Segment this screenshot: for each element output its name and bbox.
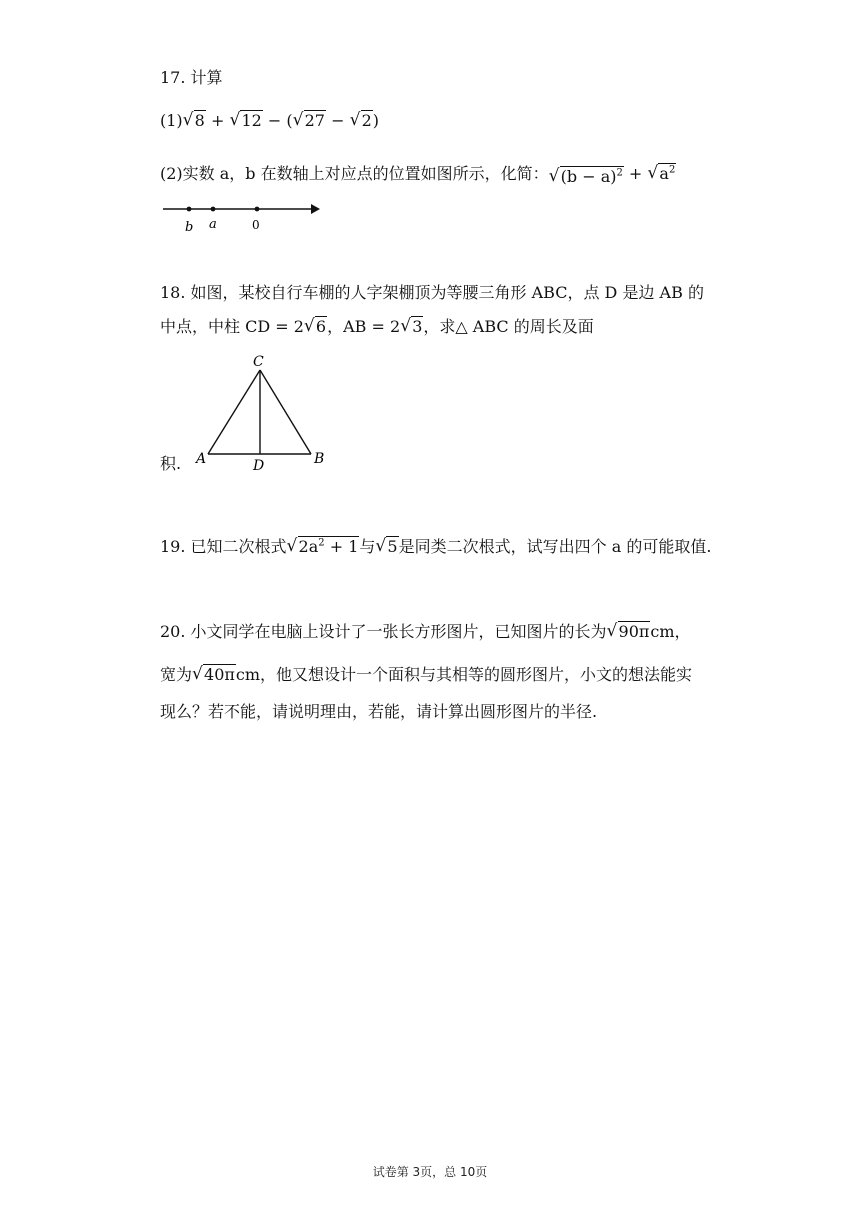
triangle-figure [193, 350, 333, 475]
segment-bc [260, 370, 311, 454]
label-b: B [314, 451, 325, 467]
minus-open-paren: − ( [262, 111, 293, 130]
q20-line2-text-a: 宽为 [160, 665, 193, 684]
label-b: b [185, 220, 194, 235]
radicand-3: 3 [412, 317, 423, 336]
close-paren: ) [372, 111, 379, 130]
minus-sign: − [325, 111, 350, 130]
sqrt-2 [350, 109, 373, 133]
radicand-5: 5 [387, 537, 398, 556]
segment-ac [208, 370, 260, 454]
label-a: A [196, 451, 207, 467]
sqrt-2a2-plus-1 [287, 535, 360, 559]
q19-text-b: 与 [359, 537, 376, 556]
q18-line2-text-a: 中点，中柱 CD = 2 [160, 317, 304, 336]
q18-line1: 18. 如图，某校自行车棚的人字架棚顶为等腰三角形 ABC，点 D 是边 AB 的 [160, 283, 704, 302]
radicand-6: 6 [315, 317, 327, 336]
q18-line2 [160, 315, 594, 339]
point-a [211, 207, 216, 212]
q20-text-a: 20. 小文同学在电脑上设计了一张长方形图片，已知图片的长为 [160, 622, 607, 641]
sqrt-b-minus-a-squared [549, 165, 624, 189]
point-zero [255, 207, 260, 212]
q17-part2-text: (2)实数 a，b 在数轴上对应点的位置如图所示，化简： [160, 164, 549, 183]
sqrt-40pi [192, 663, 236, 687]
q20-line2 [160, 663, 692, 687]
radicand-b-minus-a: (b − a) [560, 167, 617, 186]
radicand-27: 27 [304, 111, 325, 130]
q19-text-a: 19. 已知二次根式 [160, 537, 287, 556]
label-zero: 0 [252, 218, 260, 232]
radicand-plus-1: + 1 [324, 537, 359, 556]
sqrt-27 [293, 109, 326, 133]
q18-line2-text-b: ，AB = 2 [327, 317, 401, 336]
sqrt-90pi [607, 620, 651, 644]
radicand-2: 2 [361, 111, 372, 130]
label-c: C [253, 354, 264, 370]
sqrt-3 [400, 315, 423, 339]
plus-sign: + [623, 164, 648, 183]
page-footer: 试卷第 3页，总 10页 [372, 1165, 488, 1179]
q17-header: 17. 计算 [160, 68, 223, 87]
q20-line3: 现么？若不能，请说明理由，若能，请计算出圆形图片的半径. [160, 702, 598, 721]
number-line [160, 198, 330, 238]
q18-line2-text-c: ，求△ ABC 的周长及面 [423, 317, 594, 336]
sqrt-6 [304, 315, 327, 339]
q20-line2-text-b: cm，他又想设计一个面积与其相等的圆形图片，小文的想法能实 [235, 665, 693, 684]
exponent: 2 [668, 164, 676, 176]
q20-line1 [160, 620, 691, 644]
sqrt-a-squared [647, 162, 676, 186]
plus-sign: + [205, 111, 230, 130]
radicand-8: 8 [194, 111, 205, 130]
q17-part1-label: (1) [160, 111, 183, 130]
q20-text-b: cm， [650, 622, 691, 641]
radicand-12: 12 [241, 111, 262, 130]
radicand-90pi: 90π [618, 622, 650, 641]
q18-line3: 积. [160, 454, 182, 473]
q19-text [160, 535, 711, 559]
label-a: a [209, 217, 217, 232]
radicand-40pi: 40π [204, 665, 235, 684]
label-d: D [253, 458, 265, 474]
q17-part1 [160, 109, 379, 133]
exponent: 2 [616, 167, 623, 179]
q17-part2 [160, 162, 676, 189]
arrow-right-icon [311, 204, 320, 214]
sqrt-12 [229, 109, 262, 133]
point-b [187, 207, 192, 212]
sqrt-8 [183, 109, 206, 133]
radicand-2a: 2a [298, 537, 319, 556]
radicand-a: a [659, 164, 669, 183]
exponent: 2 [318, 537, 325, 549]
sqrt-5 [375, 535, 398, 559]
q19-text-c: 是同类二次根式，试写出四个 a 的可能取值. [398, 537, 712, 556]
